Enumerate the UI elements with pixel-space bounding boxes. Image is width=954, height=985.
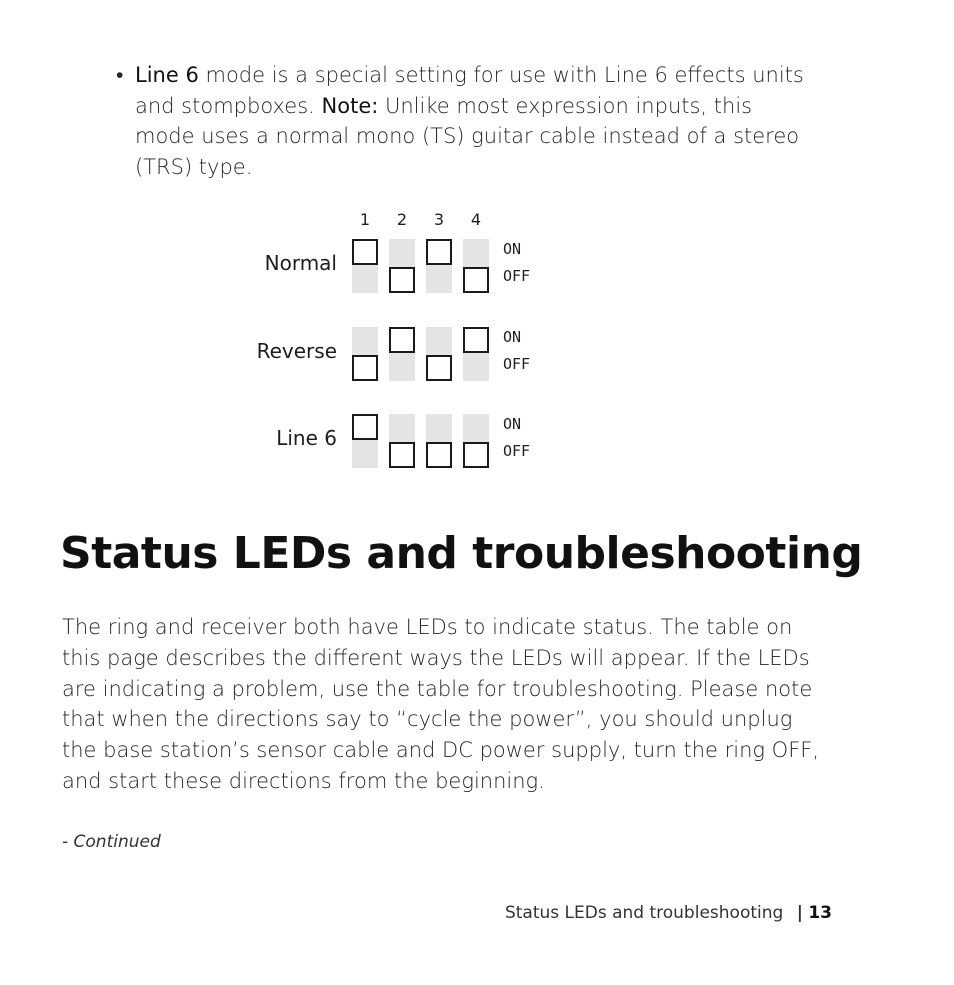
footer-section-title: Status LEDs and troubleshooting	[504, 903, 784, 923]
mode-label: Reverse	[256, 339, 337, 363]
off-label: OFF	[503, 355, 531, 373]
switch-lever-on	[389, 327, 415, 353]
dip-switch-slot	[389, 239, 415, 293]
on-label: ON	[503, 415, 522, 433]
dip-switch-slot	[463, 327, 489, 381]
switch-lever-on	[463, 327, 489, 353]
bullet-item	[116, 60, 816, 182]
intro-paragraph: The ring and receiver both have LEDs to indicate status. The table on this page describes the different ways the LEDs will appear. If the LEDs are indicating a problem, use the table for troubleshooting. Please note that when the directions say to “cycle the power”, you should unplug the base station’s sensor cable and DC power supply, turn the ring OFF, and start these directions from the beginning.	[62, 615, 820, 793]
continued-note: - Continued	[62, 832, 161, 852]
dip-switch-slot	[352, 414, 378, 468]
on-label: ON	[503, 328, 522, 346]
switch-number-4: 4	[470, 210, 482, 229]
dip-switch-slot	[463, 239, 489, 293]
switch-lever-off	[352, 355, 378, 381]
switch-lever-on	[426, 239, 452, 265]
dip-switch-slot	[426, 414, 452, 468]
switch-number-3: 3	[433, 210, 445, 229]
dip-switch-slot	[352, 327, 378, 381]
bullet-text-2: Unlike most expression inputs, this mode uses a normal mono (TS) guitar cable instead of a stereo (TRS) type.	[135, 93, 800, 179]
footer-separator: |	[796, 903, 803, 923]
dip-switch-slot	[426, 239, 452, 293]
switch-lever-on	[352, 414, 378, 440]
note-label: Note:	[321, 93, 379, 118]
switch-lever-off	[389, 442, 415, 468]
page-heading: Status LEDs and troubleshooting	[60, 528, 863, 579]
off-label: OFF	[503, 442, 531, 460]
mode-label: Normal	[264, 251, 337, 275]
bullet-text	[135, 60, 816, 182]
page-number: 13	[808, 903, 832, 923]
bullet-term: Line 6	[135, 63, 199, 87]
switch-lever-on	[352, 239, 378, 265]
switch-lever-off	[426, 442, 452, 468]
dip-switch-slot	[352, 239, 378, 293]
switch-number-1: 1	[359, 210, 371, 229]
switch-lever-off	[463, 267, 489, 293]
switch-lever-off	[426, 355, 452, 381]
switch-lever-off	[463, 442, 489, 468]
switch-number-2: 2	[396, 210, 408, 229]
off-label: OFF	[503, 267, 531, 285]
dip-switch-slot	[463, 414, 489, 468]
dip-switch-slot	[426, 327, 452, 381]
page-footer	[505, 903, 832, 923]
bullet-marker: •	[116, 63, 124, 87]
dip-switch-slot	[389, 414, 415, 468]
dip-switch-slot	[389, 327, 415, 381]
bullet-text-1: mode is a special setting for use with Line 6 effects units and stompboxes.	[135, 63, 804, 118]
on-label: ON	[503, 240, 522, 258]
mode-label: Line 6	[276, 426, 337, 450]
switch-lever-off	[389, 267, 415, 293]
